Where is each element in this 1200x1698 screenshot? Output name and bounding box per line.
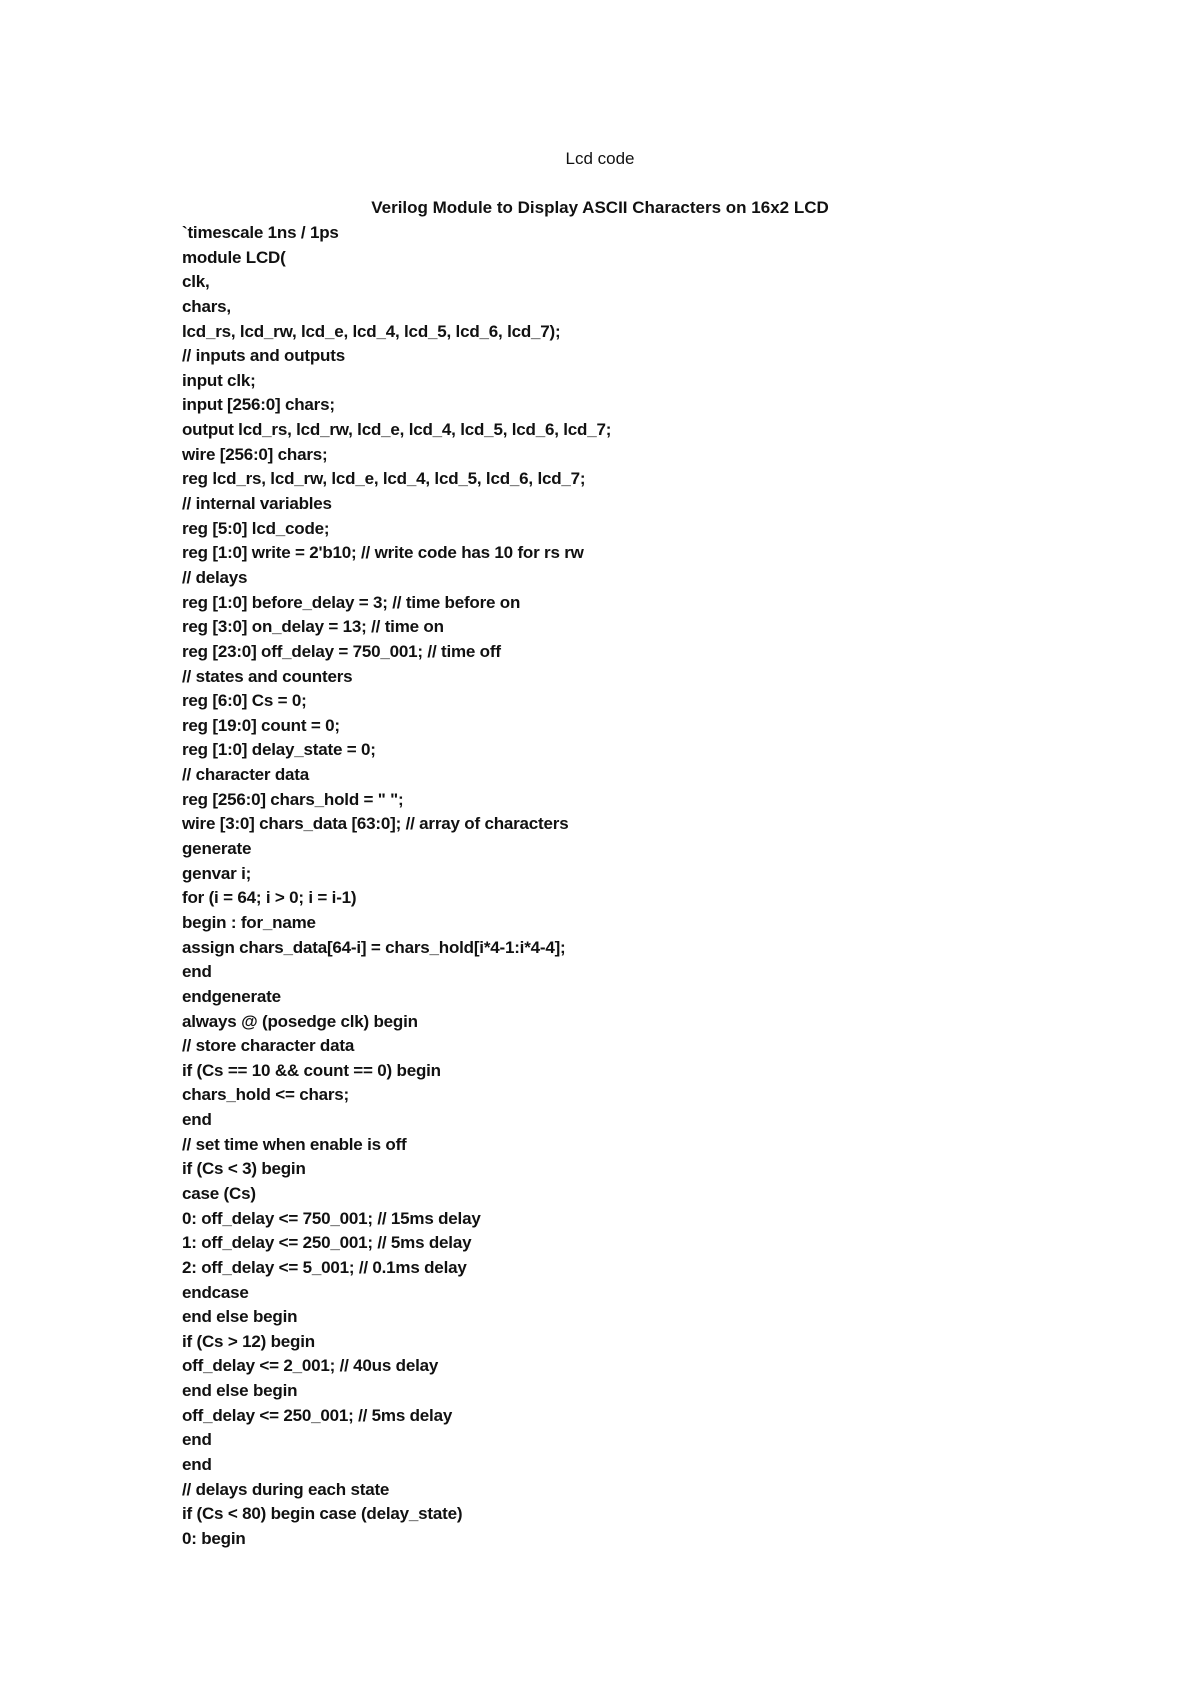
- code-line: end: [182, 1430, 212, 1450]
- code-line: begin : for_name: [182, 912, 316, 932]
- code-line: end else begin: [182, 1307, 298, 1327]
- code-line: if (Cs < 3) begin: [182, 1159, 306, 1179]
- code-line: if (Cs > 12) begin: [182, 1331, 315, 1351]
- code-line: clk,: [182, 272, 210, 292]
- code-line: if (Cs < 80) begin case (delay_state): [182, 1504, 463, 1524]
- code-line: reg [23:0] off_delay = 750_001; // time off: [182, 641, 501, 661]
- code-line: for (i = 64; i > 0; i = i-1): [182, 888, 357, 908]
- code-line: input clk;: [182, 370, 256, 390]
- code-line: wire [256:0] chars;: [182, 444, 328, 464]
- code-line: chars,: [182, 296, 231, 316]
- code-line: // character data: [182, 765, 309, 785]
- code-line: output lcd_rs, lcd_rw, lcd_e, lcd_4, lcd_5, lcd_6, lcd_7;: [182, 420, 612, 440]
- code-line: 2: off_delay <= 5_001; // 0.1ms delay: [182, 1257, 467, 1277]
- code-line: endgenerate: [182, 986, 281, 1006]
- code-line: end: [182, 962, 212, 982]
- code-line: // delays during each state: [182, 1479, 390, 1499]
- code-line: genvar i;: [182, 863, 252, 883]
- code-line: reg [6:0] Cs = 0;: [182, 691, 307, 711]
- code-line: module LCD(: [182, 247, 286, 267]
- code-line: reg [5:0] lcd_code;: [182, 518, 330, 538]
- code-line: end: [182, 1110, 212, 1130]
- code-line: 0: begin: [182, 1528, 246, 1548]
- code-line: `timescale 1ns / 1ps: [182, 223, 339, 242]
- code-line: chars_hold <= chars;: [182, 1085, 350, 1105]
- document-subtitle: Verilog Module to Display ASCII Characters on 16x2 LCD: [371, 198, 829, 217]
- code-line: // inputs and outputs: [182, 346, 345, 366]
- code-line: end else begin: [182, 1381, 298, 1401]
- code-line: wire [3:0] chars_data [63:0]; // array of characters: [182, 814, 569, 834]
- code-line: generate: [182, 839, 252, 859]
- code-line: // delays: [182, 567, 248, 587]
- code-line: off_delay <= 2_001; // 40us delay: [182, 1356, 439, 1376]
- code-line: reg [1:0] before_delay = 3; // time before on: [182, 592, 521, 612]
- code-line: off_delay <= 250_001; // 5ms delay: [182, 1405, 453, 1425]
- code-line: reg [256:0] chars_hold = " ";: [182, 789, 404, 809]
- code-line: // set time when enable is off: [182, 1134, 407, 1154]
- code-line: // store character data: [182, 1036, 355, 1056]
- code-line: reg [19:0] count = 0;: [182, 715, 340, 735]
- document-title: Lcd code: [565, 149, 635, 168]
- code-line: assign chars_data[64-i] = chars_hold[i*4-1:i*4-4];: [182, 937, 566, 957]
- code-line: case (Cs): [182, 1183, 256, 1203]
- code-line: 1: off_delay <= 250_001; // 5ms delay: [182, 1233, 472, 1253]
- code-line: input [256:0] chars;: [182, 395, 335, 415]
- code-line: reg [3:0] on_delay = 13; // time on: [182, 617, 444, 637]
- code-line: reg [1:0] write = 2'b10; // write code has 10 for rs rw: [182, 543, 584, 563]
- code-line: lcd_rs, lcd_rw, lcd_e, lcd_4, lcd_5, lcd_6, lcd_7);: [182, 321, 561, 341]
- code-listing: [182, 221, 1082, 1552]
- code-line: end: [182, 1455, 212, 1475]
- code-line: if (Cs == 10 && count == 0) begin: [182, 1060, 441, 1080]
- code-line: endcase: [182, 1282, 249, 1302]
- code-line: always @ (posedge clk) begin: [182, 1011, 418, 1031]
- code-line: // states and counters: [182, 666, 353, 686]
- code-line: 0: off_delay <= 750_001; // 15ms delay: [182, 1208, 481, 1228]
- code-line: reg [1:0] delay_state = 0;: [182, 740, 376, 760]
- code-line: reg lcd_rs, lcd_rw, lcd_e, lcd_4, lcd_5, lcd_6, lcd_7;: [182, 469, 586, 489]
- code-line: // internal variables: [182, 494, 332, 514]
